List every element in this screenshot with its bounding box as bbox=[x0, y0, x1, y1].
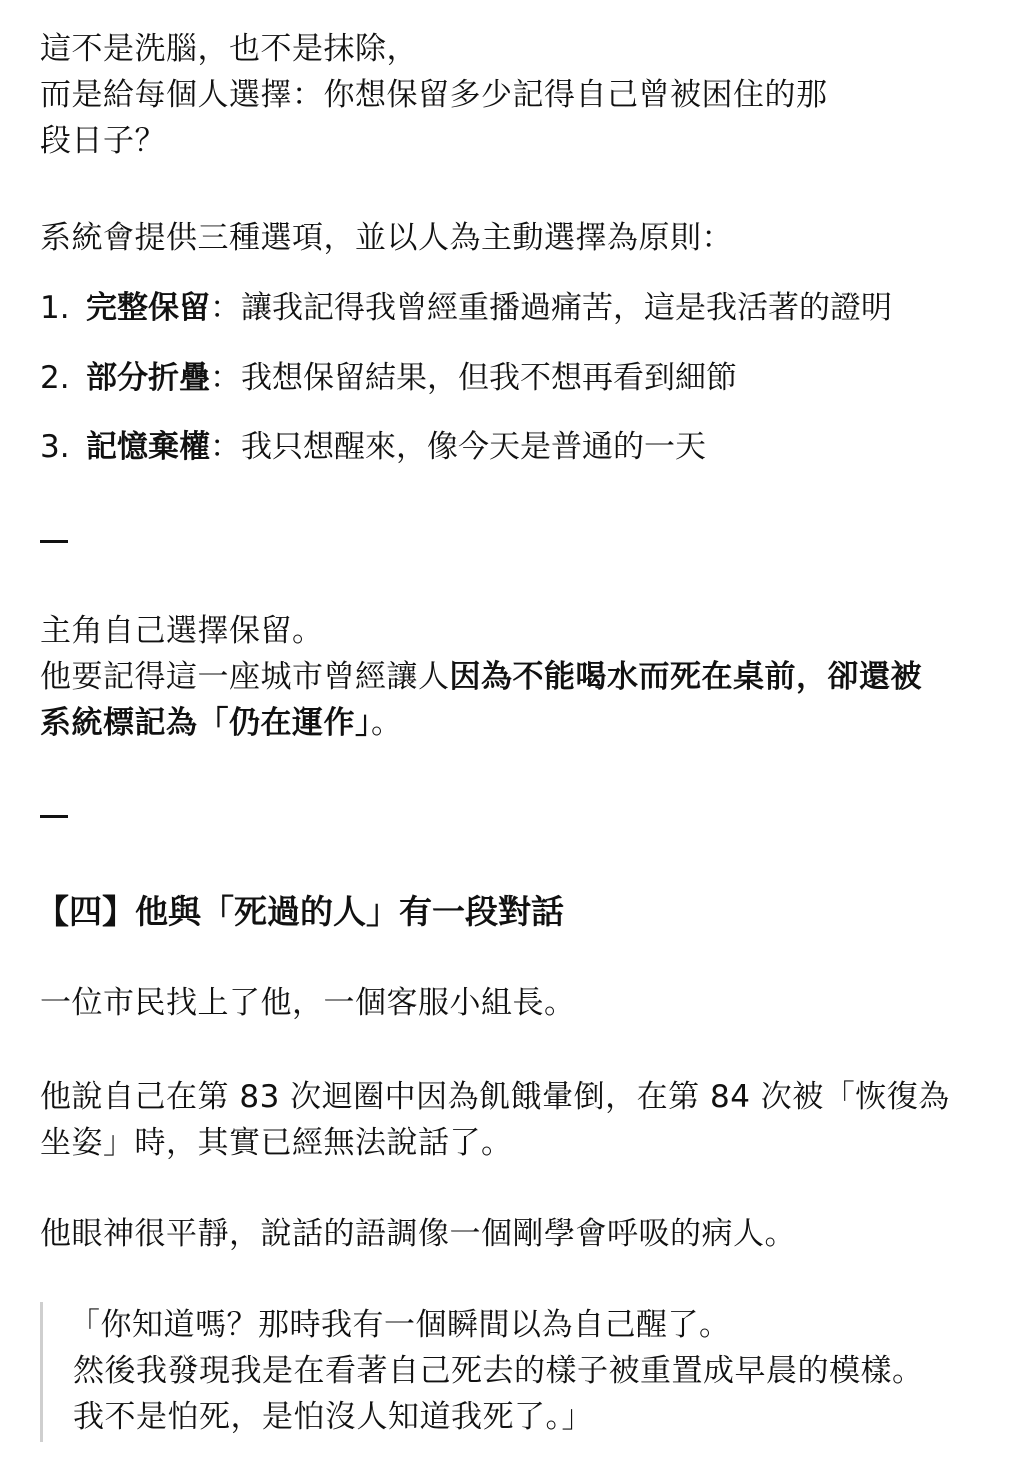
option-number: 2. bbox=[40, 360, 70, 396]
option-number: 1. bbox=[40, 290, 70, 326]
section-heading: 【四】他與「死過的人」有一段對話 bbox=[36, 892, 564, 931]
choice-line-1: 主角自己選擇保留。 bbox=[40, 613, 324, 649]
option-number: 3. bbox=[40, 429, 70, 465]
choice-line-3-bold: 系統標記為「仍在運作」 bbox=[40, 705, 371, 741]
choice-line-2-bold: 因為不能喝水而死在桌前，卻還被 bbox=[449, 659, 922, 695]
intro-line-2: 而是給每個人選擇：你想保留多少記得自己曾被困住的那 bbox=[40, 77, 828, 113]
option-item-2 bbox=[40, 355, 737, 401]
option-desc: ：我只想醒來，像今天是普通的一天 bbox=[210, 429, 706, 465]
option-desc: ：我想保留結果，但我不想再看到細節 bbox=[210, 360, 737, 396]
paragraph-citizen bbox=[40, 980, 1000, 1026]
option-term: 記憶棄權 bbox=[86, 429, 210, 465]
intro-line-3: 段日子？ bbox=[40, 123, 166, 159]
choice-paragraph bbox=[40, 608, 1000, 746]
section-divider bbox=[40, 815, 68, 818]
options-intro-text: 系統會提供三種選項，並以人為主動選擇為原則： bbox=[40, 220, 733, 256]
section-divider bbox=[40, 540, 68, 543]
choice-line-3-end: 。 bbox=[371, 705, 403, 741]
intro-paragraph bbox=[40, 26, 1000, 164]
option-desc: ：讓我記得我曾經重播過痛苦，這是我活著的證明 bbox=[210, 290, 892, 326]
paragraph-loop bbox=[40, 1074, 1000, 1166]
options-intro bbox=[40, 215, 1000, 261]
quote-line-3: 我不是怕死，是怕沒人知道我死了。」 bbox=[73, 1399, 593, 1435]
choice-line-2-plain: 他要記得這一座城市曾經讓人 bbox=[40, 659, 450, 695]
option-term: 完整保留 bbox=[86, 290, 210, 326]
option-term: 部分折疊 bbox=[86, 360, 210, 396]
intro-line-1: 這不是洗腦，也不是抹除， bbox=[40, 31, 418, 67]
paragraph-loop-line-1: 他說自己在第 83 次迴圈中因為飢餓暈倒，在第 84 次被「恢復為 bbox=[40, 1079, 950, 1115]
blockquote-text bbox=[69, 1302, 924, 1440]
paragraph-calm-text: 他眼神很平靜，說話的語調像一個剛學會呼吸的病人。 bbox=[40, 1216, 796, 1252]
choice-line-3 bbox=[40, 700, 1000, 746]
choice-line-2 bbox=[40, 654, 1000, 700]
paragraph-loop-line-2: 坐姿」時，其實已經無法說話了。 bbox=[40, 1125, 513, 1161]
quote-line-2: 然後我發現我是在看著自己死去的樣子被重置成早晨的模樣。 bbox=[73, 1353, 924, 1389]
paragraph-calm bbox=[40, 1211, 1000, 1257]
quote-line-1: 「你知道嗎？那時我有一個瞬間以為自己醒了。 bbox=[69, 1307, 731, 1343]
blockquote bbox=[40, 1302, 1003, 1442]
option-item-3 bbox=[40, 424, 706, 470]
option-item-1 bbox=[40, 285, 892, 331]
paragraph-citizen-text: 一位市民找上了他，一個客服小組長。 bbox=[40, 985, 576, 1021]
